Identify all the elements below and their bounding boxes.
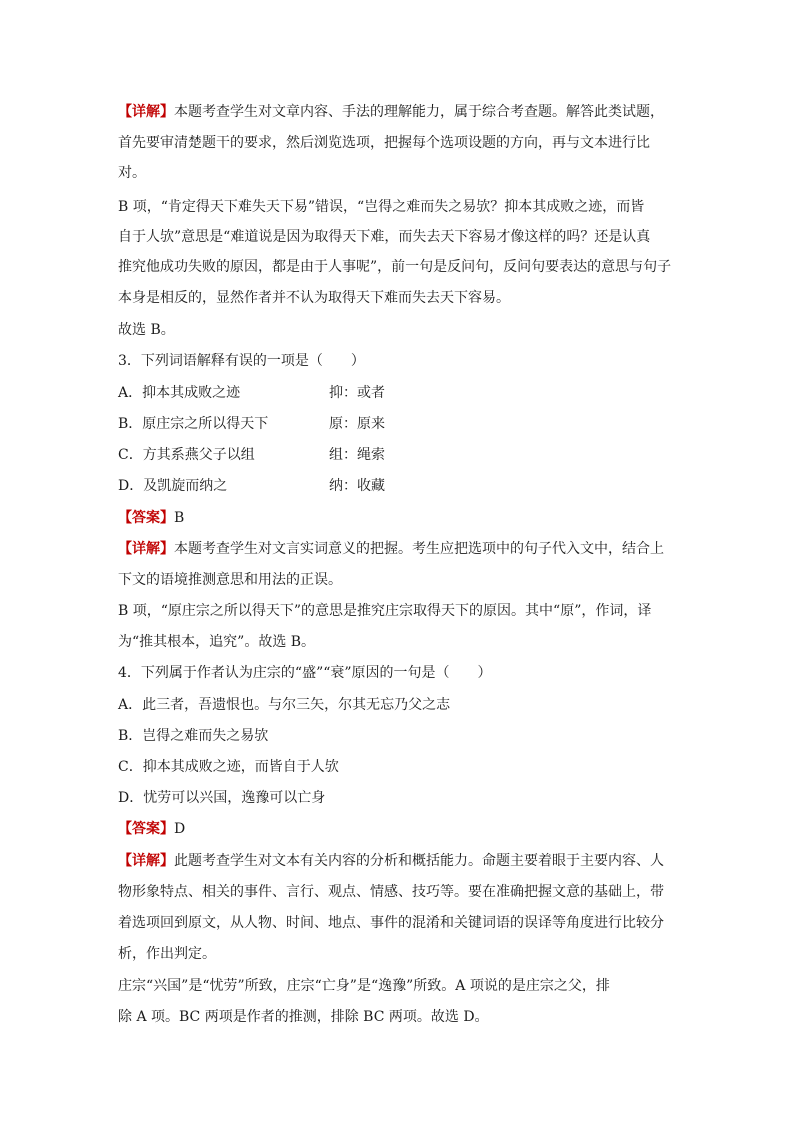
q3-detail-line: 下文的语境推测意思和用法的正误。	[118, 572, 342, 588]
q4-detail-line: 着选项回到原文，从人物、时间、地点、事件的混淆和关键词语的误译等角度进行比较分	[118, 915, 664, 931]
detail-tag: 【详解】	[118, 541, 174, 557]
q4-detail-line	[118, 851, 664, 871]
answer-value: D	[174, 821, 186, 837]
q4-detail-line: 除 A 项。BC 两项是作者的推测，排除 BC 两项。故选 D。	[118, 1009, 489, 1025]
detail-line: 推究他成功失败的原因，都是由于人事呢”，前一句是反问句，反问句要表达的意思与句子	[118, 259, 672, 275]
answer-value: B	[174, 510, 185, 526]
detail-line: 首先要审清楚题干的要求，然后浏览选项，把握每个选项设题的方向，再与文本进行比	[118, 135, 650, 151]
q3-option-b-gloss: 原：原来	[329, 416, 385, 432]
conclusion-line: 故选 B。	[118, 322, 175, 338]
q3-detail-line	[118, 539, 664, 559]
question-4-stem: 4．下列属于作者认为庄宗的“盛”“衰”原因的一句是（ ）	[118, 665, 492, 681]
q3-detail-line: B 项，“原庄宗之所以得天下”的意思是推究庄宗取得天下的原因。其中“原”，作词，译	[118, 603, 652, 619]
detail-text: 此题考查学生对文本有关内容的分析和概括能力。命题主要着眼于主要内容、人	[174, 853, 664, 869]
q3-option-c-gloss: 组：绳索	[329, 447, 385, 463]
q4-option-a: A．此三者，吾遗恨也。与尔三矢，尔其无忘乃父之志	[118, 697, 451, 713]
q3-option-b: B．原庄宗之所以得天下	[118, 416, 269, 432]
detail-line: 对。	[118, 165, 146, 181]
detail-line: 本身是相反的，显然作者并不认为取得天下难而失去天下容易。	[118, 290, 510, 306]
q4-detail-line: 庄宗“兴国”是“忧劳”所致，庄宗“亡身”是“逸豫”所致。A 项说的是庄宗之父，排	[118, 978, 610, 994]
q4-option-d: D．忧劳可以兴国，逸豫可以亡身	[118, 790, 326, 806]
answer-tag: 【答案】	[118, 821, 174, 837]
q3-option-a: A．抑本其成败之迹	[118, 385, 241, 401]
q4-detail-line: 物形象特点、相关的事件、言行、观点、情感、技巧等。要在准确把握文意的基础上，带	[118, 884, 664, 900]
q3-answer	[118, 508, 184, 528]
detail-line	[118, 102, 664, 122]
detail-line: B 项，“肯定得天下难失天下易”错误，“岂得之难而失之易欤？抑本其成败之迹，而皆	[118, 199, 645, 215]
question-3-stem: 3．下列词语解释有误的一项是（ ）	[118, 353, 365, 369]
q3-detail-line: 为“推其根本，追究”。故选 B。	[118, 634, 316, 650]
detail-line: 自于人欤”意思是“难道说是因为取得天下难，而失去天下容易才像这样的吗？还是认真	[118, 229, 651, 245]
answer-tag: 【答案】	[118, 510, 174, 526]
q3-option-c: C．方其系燕父子以组	[118, 447, 255, 463]
q4-answer	[118, 819, 185, 839]
q3-option-d: D．及凯旋而纳之	[118, 478, 228, 494]
q4-detail-line: 析，作出判定。	[118, 946, 216, 962]
q3-option-d-gloss: 纳：收藏	[329, 478, 385, 494]
detail-text: 本题考查学生对文言实词意义的把握。考生应把选项中的句子代入文中，结合上	[174, 541, 664, 557]
detail-tag: 【详解】	[118, 104, 174, 120]
q4-option-c: C．抑本其成败之迹，而皆自于人欤	[118, 759, 339, 775]
detail-text: 本题考查学生对文章内容、手法的理解能力，属于综合考查题。解答此类试题，	[174, 104, 664, 120]
q3-option-a-gloss: 抑：或者	[329, 385, 385, 401]
detail-tag: 【详解】	[118, 853, 174, 869]
q4-option-b: B．岂得之难而失之易欤	[118, 728, 269, 744]
